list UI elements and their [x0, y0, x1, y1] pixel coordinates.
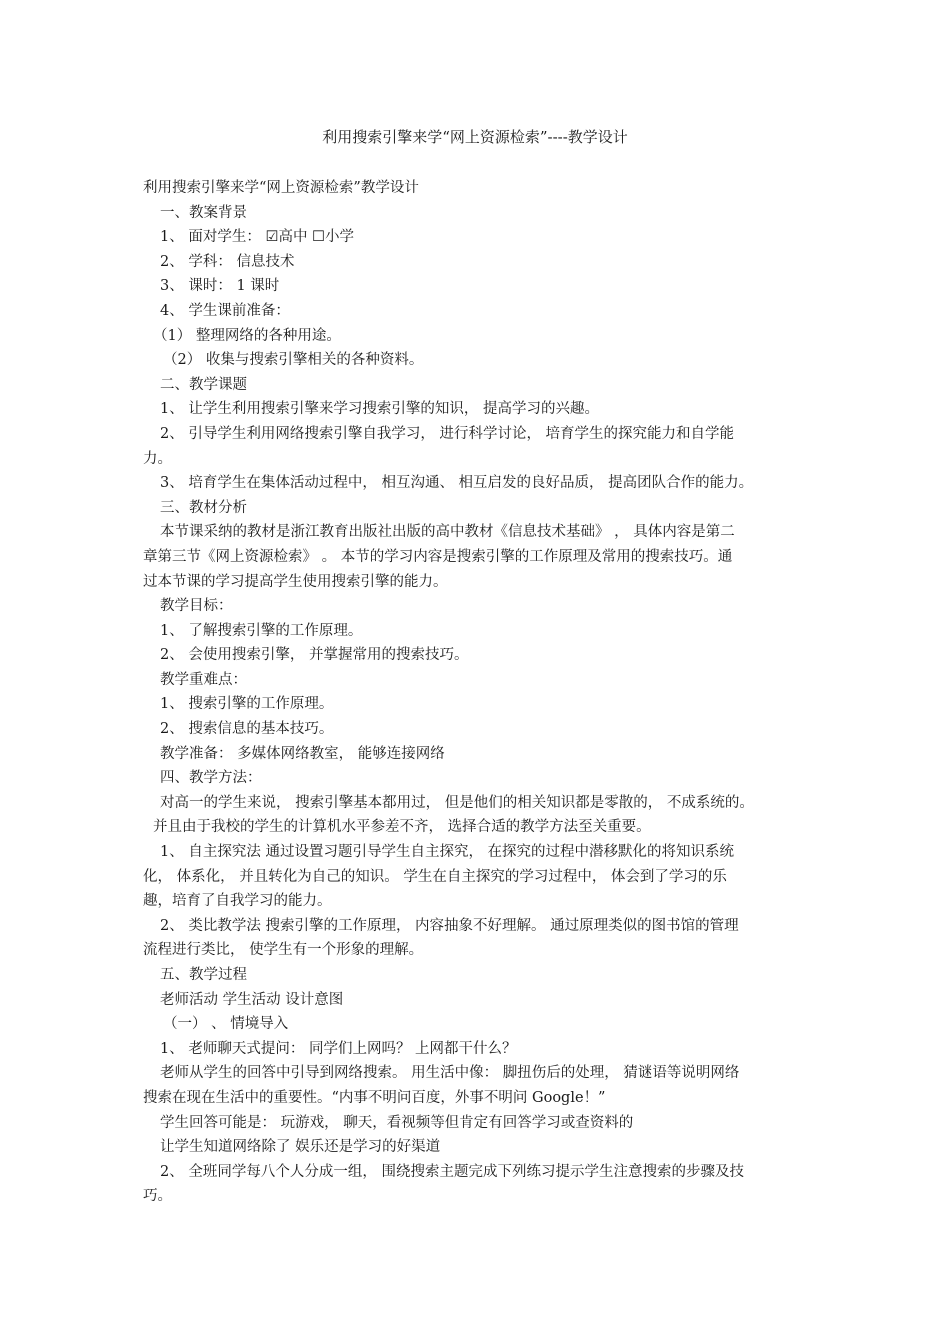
text-line: 对高一的学生来说， 搜索引擎基本都用过， 但是他们的相关知识都是零散的， 不成系统的。 [160, 794, 754, 811]
text-line: 1、 了解搜索引擎的工作原理。 [160, 622, 363, 639]
text-line: 章第三节《网上资源检索》 。 本节的学习内容是搜索引擎的工作原理及常用的搜索技巧。通 [143, 548, 733, 565]
text-line: 1、 搜索引擎的工作原理。 [160, 696, 334, 713]
section-heading: 二、教学课题 [160, 376, 247, 393]
text-line: 巧。 [143, 1188, 172, 1205]
text-line: 2、 类比教学法 搜索引擎的工作原理， 内容抽象不好理解。 通过原理类似的图书馆的管理 [160, 917, 739, 934]
text-line: 搜索在现在生活中的重要性。“内事不明问百度，外事不明问 Google！” [143, 1089, 606, 1106]
text-line: 4、 学生课前准备： [160, 302, 290, 319]
text-line: （2） 收集与搜索引擎相关的各种资料。 [163, 352, 424, 369]
text-line: 力。 [143, 450, 172, 467]
text-line: 3、 课时： 1 课时 [160, 278, 280, 295]
text-line: 2、 学科： 信息技术 [160, 253, 295, 270]
section-heading: 五、教学过程 [160, 967, 247, 983]
text-line: 2、 全班同学每八个人分成一组， 围绕搜索主题完成下列练习提示学生注意搜索的步骤及技 [160, 1163, 744, 1180]
text-line: （1） 整理网络的各种用途。 [153, 327, 341, 344]
text-line: 1、 让学生利用搜索引擎来学习搜索引擎的知识， 提高学习的兴趣。 [160, 401, 599, 418]
section-heading: 四、教学方法： [160, 770, 262, 787]
text-line: 本节课采纳的教材是浙江教育出版社出版的高中教材《信息技术基础》 ， 具体内容是第二 [160, 524, 735, 541]
text-line: 流程进行类比， 使学生有一个形象的理解。 [143, 942, 424, 959]
text-line: 老师活动 学生活动 设计意图 [160, 991, 344, 1008]
section-heading: 一、教案背景 [160, 204, 247, 221]
text-line: （一） 、 情境导入 [163, 1016, 289, 1033]
section-heading: 三、教材分析 [160, 499, 247, 516]
text-line: 1、 自主探究法 通过设置习题引导学生自主探究， 在探究的过程中潜移默化的将知识系统 [160, 844, 735, 861]
text-line: 1、 老师聊天式提问： 同学们上网吗？ 上网都干什么？ [160, 1040, 517, 1057]
text-line: 学生回答可能是： 玩游戏， 聊天，看视频等但肯定有回答学习或查资料的 [160, 1114, 634, 1131]
document-body [143, 176, 823, 1209]
text-line: 2、 会使用搜索引擎， 并掌握常用的搜索技巧。 [160, 647, 469, 664]
document-title: 利用搜索引擎来学“网上资源检索”----教学设计 [322, 128, 628, 146]
subheading: 教学重难点： [160, 671, 247, 688]
text-line: 并且由于我校的学生的计算机水平参差不齐， 选择合适的教学方法至关重要。 [153, 819, 651, 836]
text-line: 过本节课的学习提高学生使用搜索引擎的能力。 [143, 573, 448, 590]
text-line: 教学准备： 多媒体网络教室， 能够连接网络 [160, 745, 445, 762]
text-line: 1、 面对学生： ☑高中 ☐小学 [160, 229, 355, 246]
text-line: 2、 引导学生利用网络搜索引擎自我学习， 进行科学讨论， 培育学生的探究能力和自学能 [160, 425, 735, 442]
text-line: 老师从学生的回答中引导到网络搜索。 用生活中像： 脚扭伤后的处理， 猜谜语等说明网络 [160, 1065, 740, 1082]
subheading: 教学目标： [160, 598, 233, 615]
text-line: 化， 体系化， 并且转化为自己的知识。 学生在自主探究的学习过程中， 体会到了学习的乐 [143, 868, 727, 885]
text-line: 让学生知道网络除了 娱乐还是学习的好渠道 [160, 1139, 441, 1156]
text-line: 2、 搜索信息的基本技巧。 [160, 721, 334, 738]
text-line: 3、 培育学生在集体活动过程中， 相互沟通、 相互启发的良好品质， 提高团队合作的能力。 [160, 475, 754, 492]
text-line: 利用搜索引擎来学“网上资源检索”教学设计 [143, 180, 419, 196]
text-line: 趣，培育了自我学习的能力。 [143, 893, 332, 910]
